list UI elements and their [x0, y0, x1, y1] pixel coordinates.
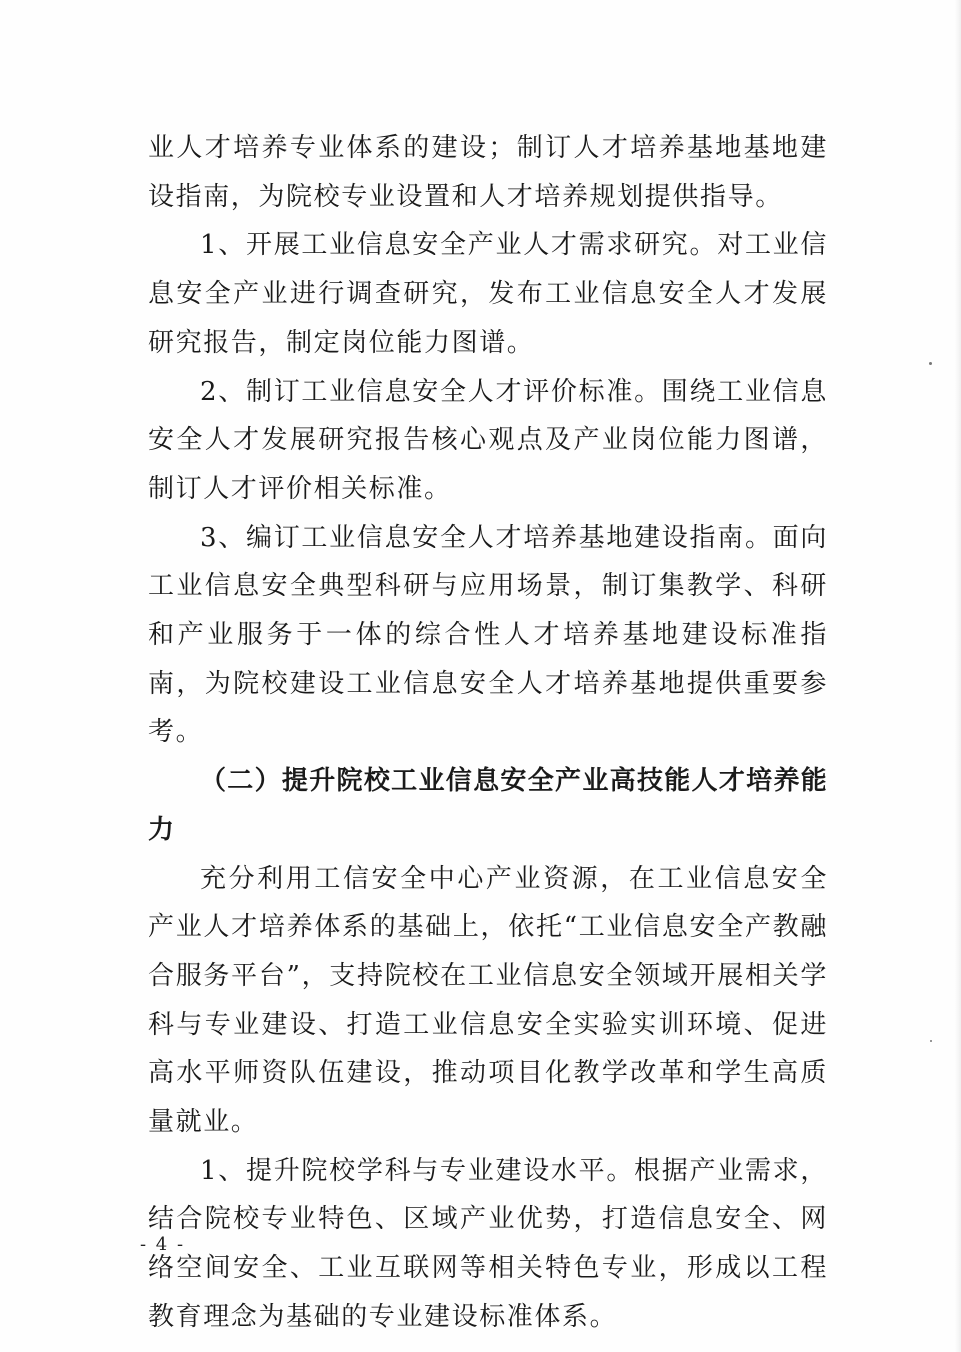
scan-edge-shadow	[955, 0, 961, 1352]
paragraph-section-2-intro: 充分利用工信安全中心产业资源，在工业信息安全产业人才培养体系的基础上，依托“工业信息安全产教融合服务平台”，支持院校在工业信息安全领域开展相关学科与专业建设、打造工业信息安全实验实训环境、促进高水平师资队伍建设，推动项目化教学改革和学生高质量就业。	[148, 863, 828, 1138]
section-heading-2: （二）提升院校工业信息安全产业高技能人才培养能力	[148, 766, 828, 845]
body-text	[148, 124, 828, 1342]
paragraph-item-1-demand-research: 1、开展工业信息安全产业人才需求研究。对工业信息安全产业进行调查研究，发布工业信息安全人才发展研究报告，制定岗位能力图谱。	[148, 230, 828, 358]
paragraph-item-3-base-guide: 3、编订工业信息安全人才培养基地建设指南。面向工业信息安全典型科研与应用场景，制订集教学、科研和产业服务于一体的综合性人才培养基地建设标准指南，为院校建设工业信息安全人才培养基地提供重要参考。	[148, 522, 828, 748]
scan-speck-decoration	[929, 362, 932, 365]
page-number: - 4 -	[140, 1234, 186, 1255]
paragraph-continuation: 业人才培养专业体系的建设；制订人才培养基地基地建设指南，为院校专业设置和人才培养规划提供指导。	[148, 133, 828, 212]
paragraph-item-1-discipline-building: 1、提升院校学科与专业建设水平。根据产业需求，结合院校专业特色、区域产业优势，打造信息安全、网络空间安全、工业互联网等相关特色专业，形成以工程教育理念为基础的专业建设标准体系。	[148, 1155, 828, 1332]
paragraph-item-2-evaluation-standards: 2、制订工业信息安全人才评价标准。围绕工业信息安全人才发展研究报告核心观点及产业岗位能力图谱，制订人才评价相关标准。	[148, 376, 828, 504]
scan-speck-decoration	[930, 1040, 932, 1042]
